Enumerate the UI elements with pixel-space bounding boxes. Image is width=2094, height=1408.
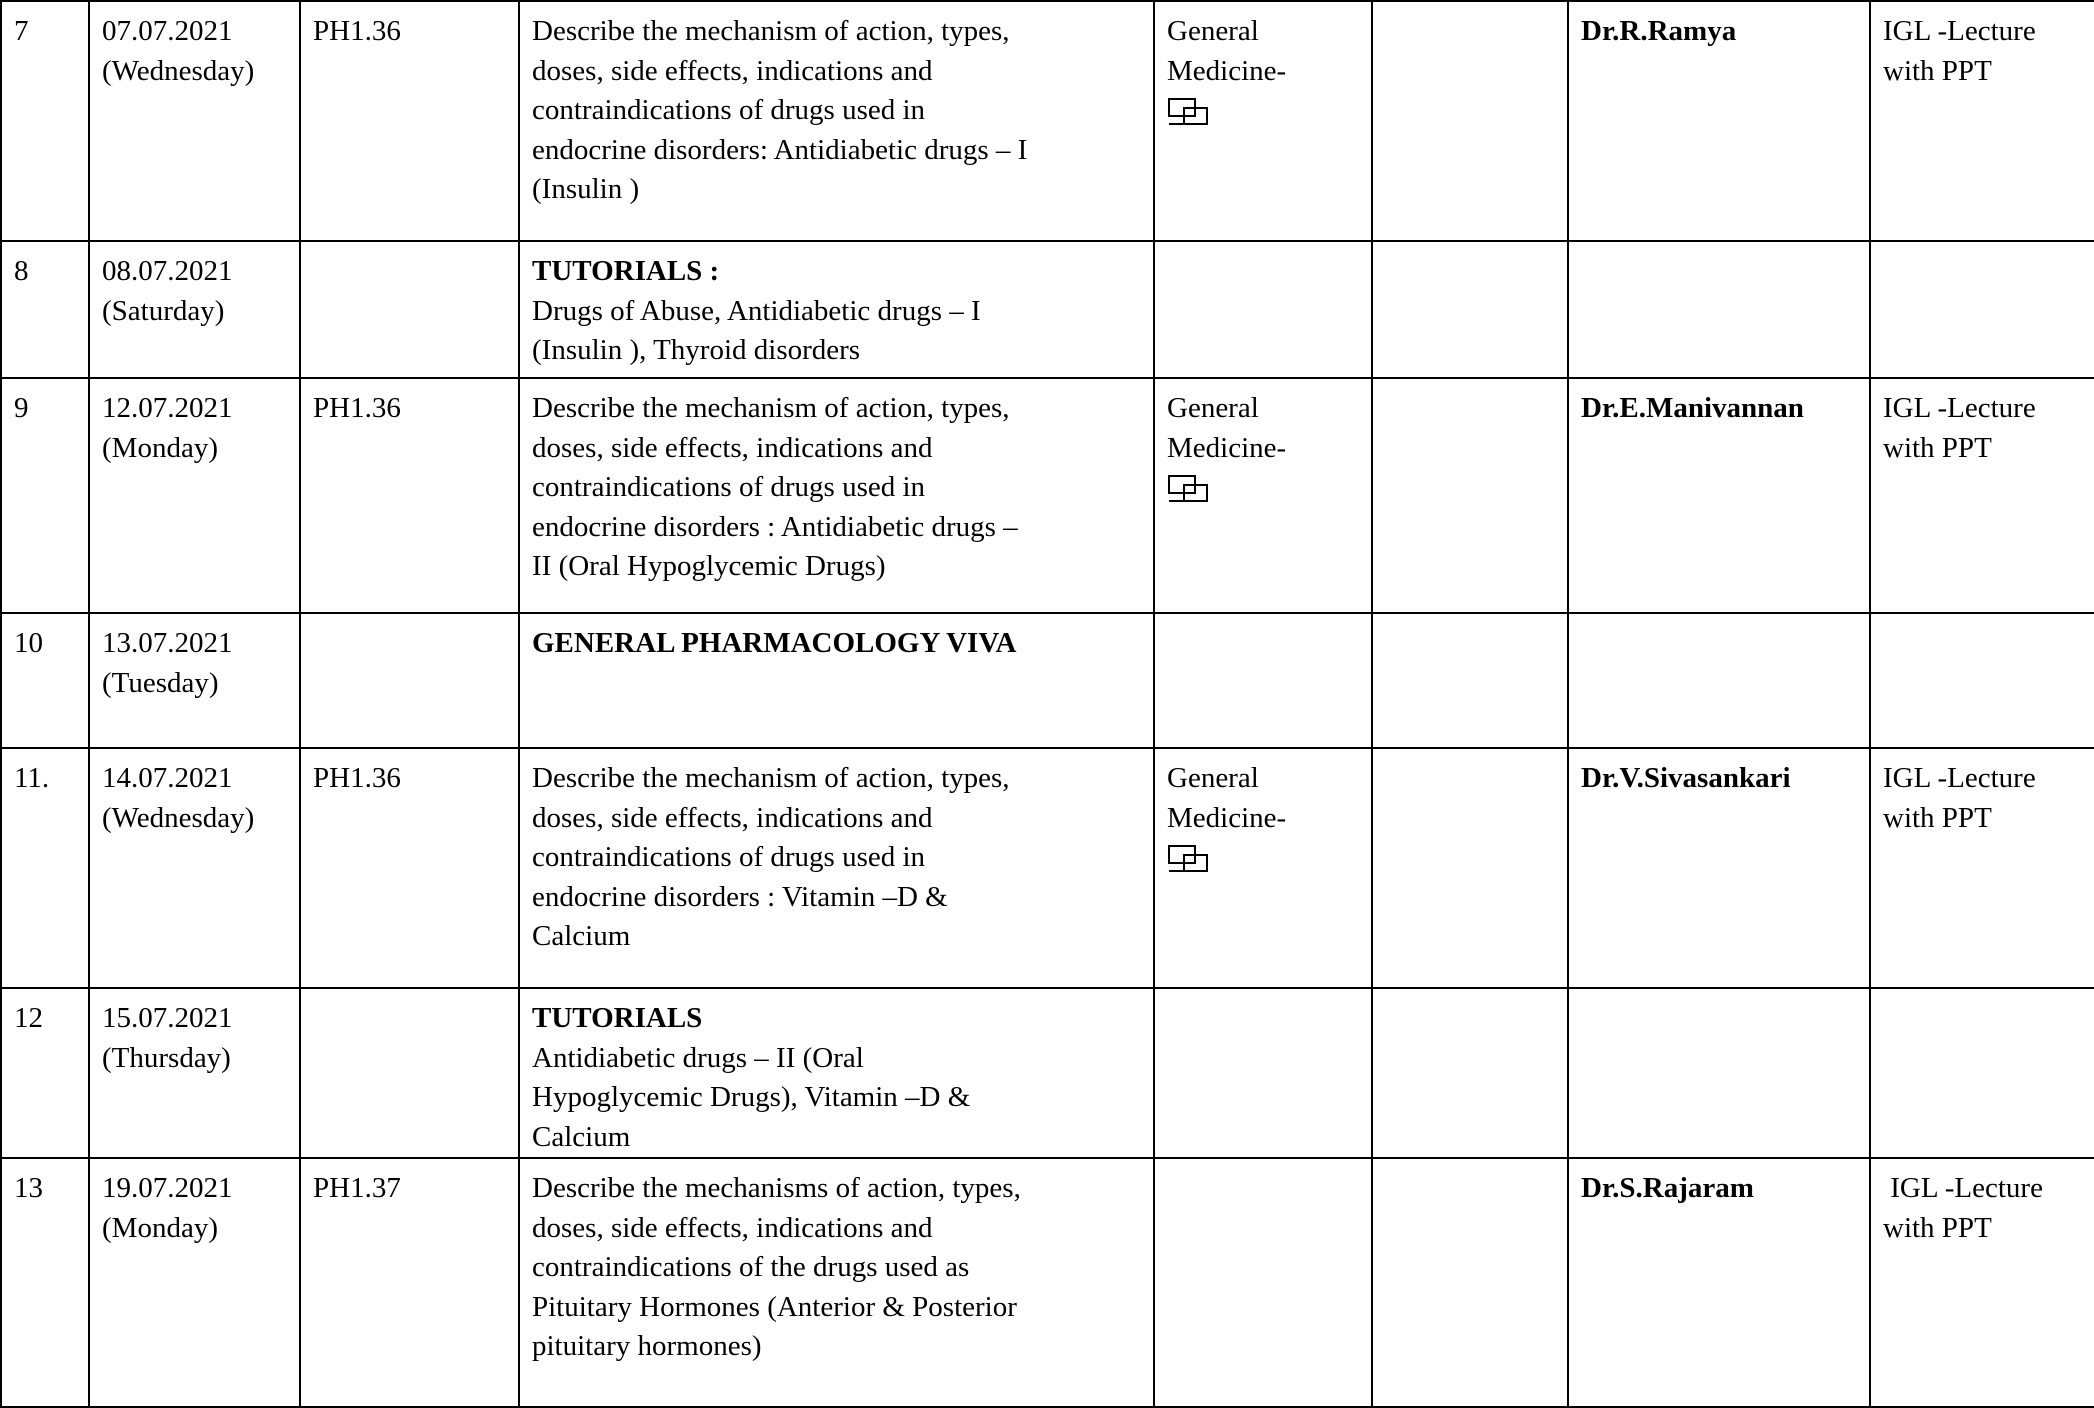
integration-line: Medicine- <box>1167 801 1287 834</box>
competency-code: PH1.37 <box>313 1172 401 1204</box>
date-cell <box>89 1158 300 1407</box>
topic-line: doses, side effects, indications and <box>532 431 933 464</box>
integration-line: Medicine- <box>1167 54 1287 87</box>
date-text: 08.07.2021 <box>102 255 233 287</box>
topic-line: pituitary hormones) <box>532 1330 762 1362</box>
topic-line: Describe the mechanism of action, types, <box>532 762 1010 794</box>
teaching-method-line: with PPT <box>1883 1211 1992 1244</box>
serial-number-cell <box>1 241 89 378</box>
competency-code-cell <box>300 378 519 613</box>
serial-number-cell <box>1 613 89 748</box>
teaching-method-line: with PPT <box>1883 431 1992 464</box>
teaching-method-cell <box>1870 241 2094 378</box>
topic-line: contraindications of drugs used in <box>532 841 926 873</box>
topic-heading: TUTORIALS : <box>532 255 720 287</box>
topic-line: (Insulin ) <box>532 173 640 205</box>
serial-number: 9 <box>14 392 29 424</box>
competency-code-cell <box>300 1 519 241</box>
monitor-icon <box>1167 844 1211 886</box>
table-row <box>1 1 2094 241</box>
day-text: (Saturday) <box>102 294 225 327</box>
monitor-icon <box>1167 474 1211 516</box>
competency-code: PH1.36 <box>313 762 401 794</box>
empty-cell <box>1372 1158 1568 1407</box>
topic-line: contraindications of the drugs used as <box>532 1251 970 1283</box>
faculty-cell <box>1568 1 1870 241</box>
serial-number: 10 <box>14 627 43 659</box>
table-row <box>1 1158 2094 1407</box>
day-text: (Tuesday) <box>102 666 219 699</box>
topic-line: doses, side effects, indications and <box>532 54 933 87</box>
date-cell <box>89 241 300 378</box>
teaching-method-line: IGL -Lecture <box>1883 15 2036 47</box>
integration-cell <box>1154 241 1372 378</box>
monitor-icon <box>1167 97 1211 139</box>
topic-cell <box>519 613 1154 748</box>
topic-line: (Insulin ), Thyroid disorders <box>532 334 861 366</box>
empty-cell <box>1372 988 1568 1158</box>
topic-line: contraindications of drugs used in <box>532 471 926 503</box>
integration-cell <box>1154 378 1372 613</box>
table-row <box>1 988 2094 1158</box>
topic-line: Hypoglycemic Drugs), Vitamin –D & <box>532 1081 971 1113</box>
integration-cell <box>1154 1158 1372 1407</box>
teaching-method-line: IGL -Lecture <box>1883 1172 2043 1204</box>
empty-cell <box>1372 1 1568 241</box>
topic-line: Calcium <box>532 1120 631 1153</box>
faculty-cell <box>1568 748 1870 988</box>
teaching-method-line: IGL -Lecture <box>1883 392 2036 424</box>
empty-cell <box>1372 378 1568 613</box>
date-text: 15.07.2021 <box>102 1002 233 1034</box>
topic-line: Describe the mechanisms of action, types, <box>532 1172 1021 1204</box>
topic-cell <box>519 241 1154 378</box>
topic-heading: TUTORIALS <box>532 1002 703 1034</box>
table-row <box>1 378 2094 613</box>
integration-line: General <box>1167 762 1259 794</box>
schedule-body <box>1 1 2094 1407</box>
topic-line: Drugs of Abuse, Antidiabetic drugs – I <box>532 294 981 327</box>
topic-line: doses, side effects, indications and <box>532 801 933 834</box>
topic-line: endocrine disorders : Vitamin –D & <box>532 880 948 913</box>
integration-line: Medicine- <box>1167 431 1287 464</box>
day-text: (Thursday) <box>102 1041 231 1074</box>
integration-line: General <box>1167 15 1259 47</box>
teaching-method-line: IGL -Lecture <box>1883 762 2036 794</box>
topic-heading: GENERAL PHARMACOLOGY VIVA <box>532 627 1017 659</box>
serial-number: 12 <box>14 1002 43 1034</box>
day-text: (Wednesday) <box>102 801 255 834</box>
date-cell <box>89 748 300 988</box>
serial-number: 11. <box>14 762 50 794</box>
day-text: (Monday) <box>102 1211 218 1244</box>
date-text: 07.07.2021 <box>102 15 233 47</box>
date-cell <box>89 1 300 241</box>
integration-cell <box>1154 613 1372 748</box>
table-row <box>1 748 2094 988</box>
competency-code-cell <box>300 1158 519 1407</box>
date-text: 19.07.2021 <box>102 1172 233 1204</box>
topic-cell <box>519 378 1154 613</box>
faculty-name: Dr.S.Rajaram <box>1581 1172 1754 1204</box>
faculty-name: Dr.E.Manivannan <box>1581 392 1804 424</box>
serial-number-cell <box>1 988 89 1158</box>
competency-code: PH1.36 <box>313 392 401 424</box>
serial-number: 13 <box>14 1172 43 1204</box>
topic-cell <box>519 1 1154 241</box>
empty-cell <box>1372 241 1568 378</box>
faculty-cell <box>1568 988 1870 1158</box>
topic-cell <box>519 1158 1154 1407</box>
topic-line: II (Oral Hypoglycemic Drugs) <box>532 550 886 582</box>
empty-cell <box>1372 748 1568 988</box>
table-row <box>1 613 2094 748</box>
teaching-method-line: with PPT <box>1883 54 1992 87</box>
integration-cell <box>1154 748 1372 988</box>
faculty-name: Dr.R.Ramya <box>1581 15 1737 47</box>
teaching-method-cell <box>1870 988 2094 1158</box>
date-text: 12.07.2021 <box>102 392 233 424</box>
integration-cell <box>1154 1 1372 241</box>
faculty-cell <box>1568 378 1870 613</box>
serial-number-cell <box>1 1158 89 1407</box>
date-text: 13.07.2021 <box>102 627 233 659</box>
integration-cell <box>1154 988 1372 1158</box>
date-cell <box>89 613 300 748</box>
teaching-method-line: with PPT <box>1883 801 1992 834</box>
topic-cell <box>519 748 1154 988</box>
serial-number-cell <box>1 748 89 988</box>
faculty-name: Dr.V.Sivasankari <box>1581 762 1791 794</box>
topic-line: endocrine disorders : Antidiabetic drugs – <box>532 510 1018 543</box>
faculty-cell <box>1568 613 1870 748</box>
teaching-method-cell <box>1870 1 2094 241</box>
serial-number: 8 <box>14 255 29 287</box>
topic-line: Antidiabetic drugs – II (Oral <box>532 1041 864 1074</box>
topic-cell <box>519 988 1154 1158</box>
competency-code-cell <box>300 748 519 988</box>
serial-number-cell <box>1 378 89 613</box>
competency-code-cell <box>300 988 519 1158</box>
topic-line: Describe the mechanism of action, types, <box>532 15 1010 47</box>
teaching-method-cell <box>1870 1158 2094 1407</box>
serial-number-cell <box>1 1 89 241</box>
teaching-method-cell <box>1870 613 2094 748</box>
topic-line: contraindications of drugs used in <box>532 94 926 126</box>
topic-line: endocrine disorders: Antidiabetic drugs – I <box>532 133 1028 166</box>
day-text: (Monday) <box>102 431 218 464</box>
competency-code-cell <box>300 613 519 748</box>
table-row <box>1 241 2094 378</box>
topic-line: Calcium <box>532 920 631 952</box>
competency-code-cell <box>300 241 519 378</box>
day-text: (Wednesday) <box>102 54 255 87</box>
date-cell <box>89 378 300 613</box>
topic-line: Pituitary Hormones (Anterior & Posterior <box>532 1290 1017 1323</box>
competency-code: PH1.36 <box>313 15 401 47</box>
date-text: 14.07.2021 <box>102 762 233 794</box>
serial-number: 7 <box>14 15 29 47</box>
empty-cell <box>1372 613 1568 748</box>
teaching-method-cell <box>1870 378 2094 613</box>
topic-line: Describe the mechanism of action, types, <box>532 392 1010 424</box>
faculty-cell <box>1568 1158 1870 1407</box>
faculty-cell <box>1568 241 1870 378</box>
topic-line: doses, side effects, indications and <box>532 1211 933 1244</box>
date-cell <box>89 988 300 1158</box>
integration-line: General <box>1167 392 1259 424</box>
teaching-method-cell <box>1870 748 2094 988</box>
